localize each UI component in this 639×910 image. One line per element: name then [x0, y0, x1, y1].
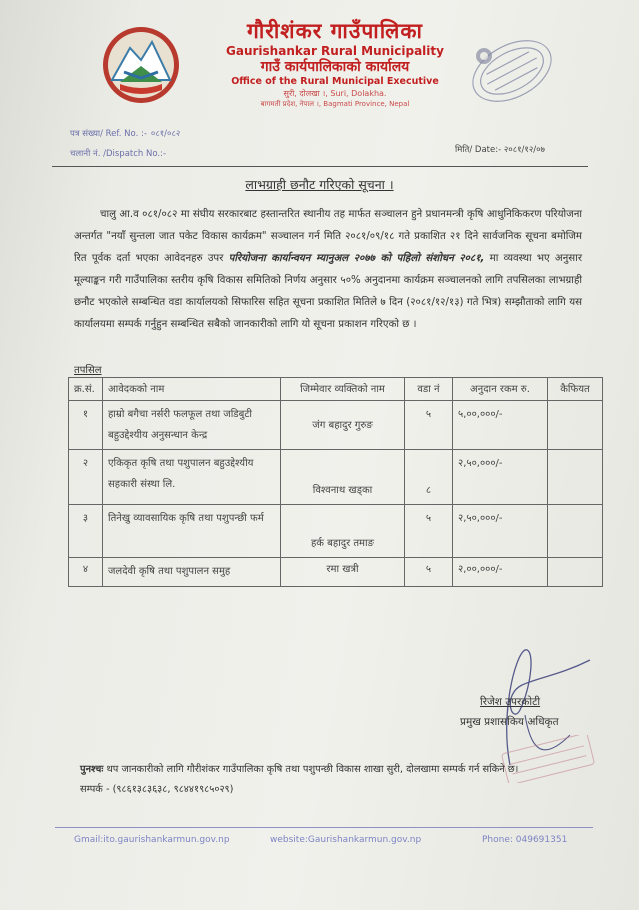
row-person: जंग बहादुर गुरुङ	[281, 401, 405, 450]
row-amount: २,००,०००/-	[453, 558, 548, 587]
col-applicant: आवेदकको नाम	[103, 378, 281, 401]
address-line: सुरी, दोलखा ।, Suri, Dolakha.	[283, 89, 387, 98]
footer-divider	[55, 827, 593, 828]
municipality-title-np: गौरीशंकर गाउँपालिका	[247, 19, 423, 43]
date-label: मिति/ Date:-	[455, 145, 502, 155]
table-label: तपसिल	[74, 365, 102, 376]
row-applicant: हाम्रो बगैचा नर्सरी फलफूल तथा जडिबुटी बहुउद्देश्यीय अनुसन्धान केन्द्र	[103, 401, 281, 450]
office-title-en: Office of the Rural Municipal Executive	[231, 76, 439, 87]
body-text-1: चालु आ.व ०८१/०८२ मा संघीय सरकारबाट हस्तान्तरित स्थानीय तह मार्फत सञ्चालन हुने प्रधानमन्त्री कृषि आधुनिकिकरण परियोजना अन्तर्गत "नयाँ सुन्तला जात पकेट विकास कार्यक्रम" सञ्चालन गर्न मिति २०८१/०९/१८ गते प्रकाशित २१ दिने सार्वजनिक सूचना बमोजिम रित पूर्वक दर्ता भएका आवेदनहरु उपर	[74, 209, 582, 264]
row-remark	[548, 450, 603, 505]
row-sn: ३	[69, 505, 103, 558]
table-row	[69, 450, 603, 505]
date-value: २०८१/१२/०७	[503, 145, 545, 155]
body-text-2: मा व्यवस्था भए अनुसार मूल्याङ्कन गरी गाउँपालिका स्तरीय कृषि विकास समितिको निर्णय अनुसार ५०% अनुदानमा कार्यक्रम सञ्चालनको लागि तपसिलका लाभग्राही छनौट भएकोले सम्बन्धित वडा कार्यालयको सिफारिस सहित सूचना प्रकाशित मितिले ७ दिन (२०८१/१२/१३) गते भित्र) सम्झौताको लागि यस कार्यालयमा सम्पर्क गर्नुहुन सम्बन्धित सबैको जानकारीको लागि यो सूचना प्रकाशन गरिएको छ ।	[74, 253, 582, 330]
province-line: बागमती प्रदेश, नेपाल ।, Bagmati Province, Nepal	[260, 100, 410, 108]
row-sn: २	[69, 450, 103, 505]
letterhead	[200, 18, 470, 109]
col-person: जिम्मेवार व्यक्तिको नाम	[281, 378, 405, 401]
row-person: रमा खत्री	[281, 558, 405, 587]
office-stamp-icon	[462, 26, 562, 116]
row-applicant: तिनेखु व्यावसायिक कृषि तथा पशुपन्छी फर्म	[103, 505, 281, 558]
row-amount: २,५०,०००/-	[453, 505, 548, 558]
dispatch-label: चलानी नं. /Dispatch No.:-	[70, 149, 167, 159]
table-header-row	[69, 378, 603, 401]
date-block	[455, 144, 545, 155]
row-applicant: एकिकृत कृषि तथा पशुपालन बहुउद्देश्यीय सहकारी संस्था लि.	[103, 450, 281, 505]
row-ward: ५	[405, 401, 453, 450]
postscript-note	[80, 760, 520, 800]
reference-block	[70, 124, 184, 164]
col-remark: कैफियत	[548, 378, 603, 401]
office-title-np: गाउँ कार्यपालिकाको कार्यालय	[260, 59, 410, 75]
row-remark	[548, 558, 603, 587]
col-ward: वडा नं	[405, 378, 453, 401]
ref-value: ०८१/०८२	[150, 129, 181, 139]
row-person: विश्वनाथ खड्का	[281, 450, 405, 505]
note-label: पुनश्चः	[80, 764, 104, 775]
footer-email: Gmail:ito.gaurishankarmun.gov.np	[74, 835, 230, 845]
footer-phone: Phone: 049691351	[482, 835, 568, 845]
row-ward: ५	[405, 505, 453, 558]
header-divider	[52, 166, 588, 167]
signatory-position: प्रमुख प्रशासकिय अधिकृत	[460, 716, 559, 728]
body-italic-reference: परियोजना कार्यान्वयन म्यानुअल २०७७ को पहिलो संशोधन २०८१,	[228, 253, 485, 264]
table-row	[69, 505, 603, 558]
row-ward: ८	[405, 450, 453, 505]
table-row	[69, 558, 603, 587]
row-applicant: जलदेवी कृषि तथा पशुपालन समुह	[103, 558, 281, 587]
row-remark	[548, 505, 603, 558]
row-remark	[548, 401, 603, 450]
signatory-name: रिजेश उपरकोटी	[480, 696, 541, 708]
row-ward: ५	[405, 558, 453, 587]
nepal-emblem-icon	[100, 22, 182, 108]
col-sn: क्र.सं.	[69, 378, 103, 401]
table-row	[69, 401, 603, 450]
row-person: हर्क बहादुर तमाङ	[281, 505, 405, 558]
col-amount: अनुदान रकम रु.	[453, 378, 548, 401]
notice-title: लाभग्राही छनौट गरिएको सूचना ।	[245, 177, 394, 192]
row-sn: ४	[69, 558, 103, 587]
footer-website: website:Gaurishankarmun.gov.np	[270, 835, 422, 845]
note-text: थप जानकारीको लागि गौरीशंकर गाउँपालिका कृषि तथा पशुपन्छी विकास शाखा सुरी, दोलखामा सम्पर्क गर्न सकिने छ। सम्पर्क - (९८६१३८३६३८, ९८४४१९८५०२९)	[80, 764, 519, 795]
ref-label: पत्र संख्या/ Ref. No. :-	[70, 129, 147, 139]
notice-body	[74, 204, 582, 336]
row-amount: २,५०,०००/-	[453, 450, 548, 505]
row-sn: १	[69, 401, 103, 450]
beneficiary-table	[68, 377, 603, 587]
row-amount: ५,००,०००/-	[453, 401, 548, 450]
municipality-title-en: Gaurishankar Rural Municipality	[226, 44, 444, 58]
